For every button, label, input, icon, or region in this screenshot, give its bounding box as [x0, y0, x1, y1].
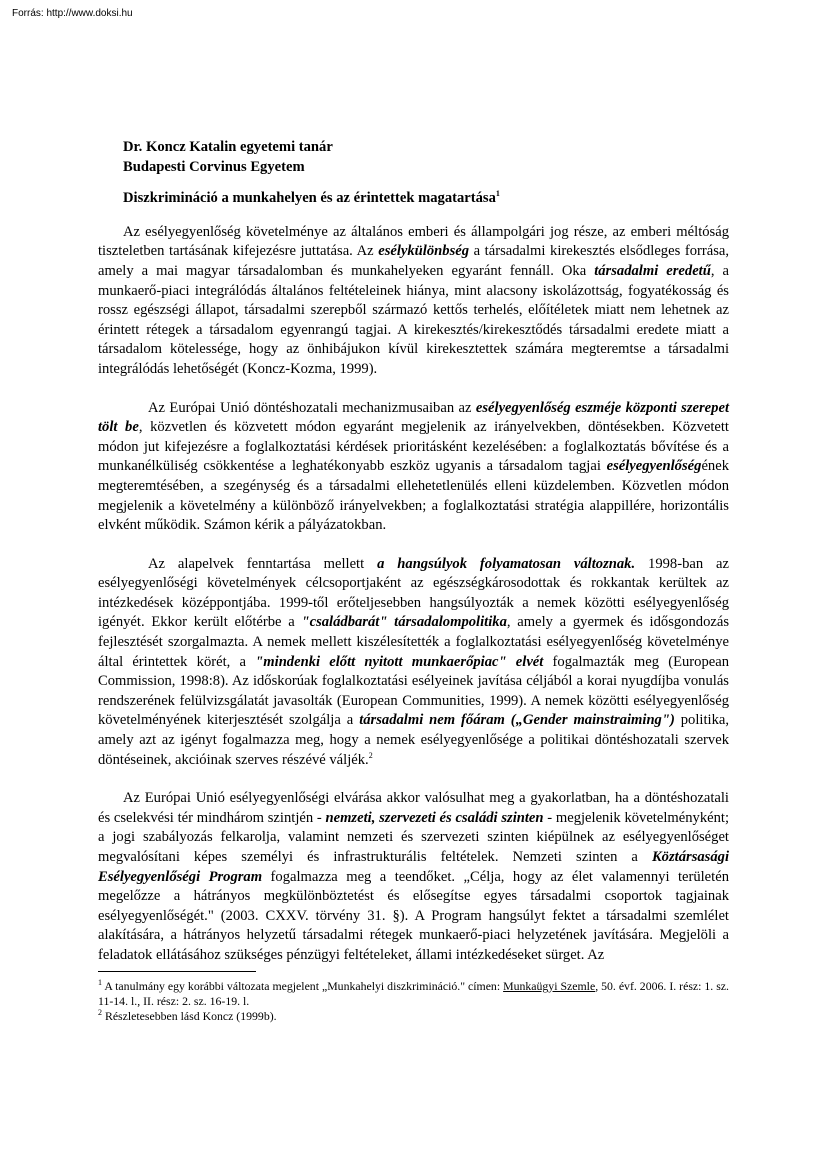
footnote-2-text: Részletesebben lásd Koncz (1999b). [102, 1008, 277, 1023]
footnote-divider [98, 971, 256, 972]
p3-emphasis-h: társadalmi nem főáram („Gender mainstraiming") [359, 712, 675, 729]
p2-emphasis-d: esélyegyenlőség [606, 458, 702, 475]
footnote-1-text-b: , 50. évf. 2006. I. rész: 1. sz. 11-14. l., II. rész: 2. sz. 16-19. l. [98, 978, 729, 1008]
p2-text-c: , közvetlen és közvetett módon egyaránt megjelenik az irányelvekben, döntésekben. Közvetett módon jut kifejezésre a foglalkoztatási kérdések prioritásként kezelésében: a foglalkoztatás bővítése és a munkanélküliség csökkentése a leghatékonyabb eszköz ugyanis a társadalom tagjai [98, 419, 729, 475]
paragraph-1 [98, 223, 729, 380]
footnote-ref-1: 1 [495, 189, 500, 199]
author-name: Dr. Koncz Katalin egyetemi tanár [123, 139, 333, 155]
p3-emphasis-f: "mindenki előtt nyitott munkaerőpiac" elvét [255, 653, 544, 670]
footnote-2 [98, 1009, 729, 1024]
source-url: Forrás: http://www.doksi.hu [12, 8, 133, 19]
p4-emphasis-d: Köztársasági Esélyegyenlőségi Program [98, 849, 729, 885]
p3-text-c: 1998-ban az esélyegyenlőségi követelmények célcsoportjaként az egészségkárosodottak és rokkantak kerültek az intézkedések középpontjába. 1999-től erőteljesebben hangsúlyozták a nemek közötti esélyegyenlőség igényét. Ekkor került előtérbe a [98, 555, 729, 631]
footnote-2-number: 2 [98, 1007, 102, 1017]
p4-emphasis-b: nemzeti, szervezeti és családi szinten [325, 809, 544, 826]
footnote-ref-2: 2 [368, 750, 373, 760]
p3-text-e: , amely a gyermek és idősgondozás fejlesztését szorgalmazta. A nemek mellett kiszélesítették a foglalkoztatási esélyegyenlőség követelménye által érintettek körét, a [98, 614, 730, 670]
p3-emphasis-d: "családbarát" társadalompolitika [301, 614, 507, 631]
document-page [98, 138, 729, 1024]
p1-emphasis-d: társadalmi eredetű [594, 262, 711, 279]
paragraph-4 [98, 789, 729, 965]
footnote-1-number: 1 [98, 977, 102, 987]
p3-text-a: Az alapelvek fenntartása mellett [148, 555, 378, 572]
footnote-1-journal: Munkaügyi Szemle [503, 978, 596, 993]
p4-text-c: - megjelenik követelményként; a jogi szabályozás felkarolja, valamint nemzeti és szervezeti szinten kiépülnek az esélyegyenlőséget megvalósítani képes személyi és infrastrukturális feltételek. Nemzeti szinten a [98, 809, 729, 865]
p1-text-c: a társadalmi kirekesztés elsődleges forrása, amely a mai magyar társadalomban és munkahelyeken egyaránt fennáll. Oka [98, 243, 729, 279]
footnote-1-text-a: A tanulmány egy korábbi változata megjelent „Munkahelyi diszkrimináció." címen: [102, 978, 504, 993]
title-text: Diszkrimináció a munkahelyen és az érintettek magatartása [123, 190, 496, 207]
footnotes [98, 979, 729, 1024]
p4-text-a: Az Európai Unió esélyegyenlőségi elvárása akkor valósulhat meg a gyakorlatban, ha a döntéshozatali és cselekvési tér mindhárom szintjén - [98, 790, 729, 826]
p1-text-e: , a munkaerő-piaci integrálódás általános feltételeinek hiánya, mint alacsony iskolázottság, fogyatékosság és rossz egészségi állapot, társadalmi szerepből származó kettős terhelés, előítéletek miatt nem lehetnek az érintett rétegek a társadalom egyenrangú tagjai. A kirekesztés/kirekesztődés társadalmi eredete miatt a társadalom kötelessége, hogy az önhibájukon kívül kirekesztettek számára megteremtse a társadalmi integrálódás lehetőségét (Koncz-Kozma, 1999). [98, 262, 729, 377]
p2-text-e: ének megteremtésében, a szegénység és a társadalmi ellehetetlenülés elleni küzdelemben. Közvetlen módon megjelenik a követelmény a különböző irányelvekben; a foglalkoztatási stratégia alappillére, horizontális elvként működik. Számon kérik a pályázatokban. [98, 458, 729, 534]
p2-emphasis-b: esélyegyenlőség eszméje központi szerepet tölt be [98, 399, 729, 436]
author-institution: Budapesti Corvinus Egyetem [123, 158, 305, 175]
p1-text-a: Az esélyegyenlőség követelménye az általános emberi és állampolgári jog része, az emberi méltóság tiszteletben tartásának kifejezésre juttatása. Az [98, 223, 729, 260]
p3-text-g: fogalmazták meg (European Commission, 1998:8). Az időskorúak foglalkoztatási esélyeinek javítása céljából a korai nyugdíjba vonulás rendszerének felülvizsgálatát javasolták (European Communities, 1999). A nemek közötti esélyegyenlőség követelményének kiterjesztését szolgálja a [98, 653, 729, 729]
paragraph-2 [98, 399, 729, 536]
p3-text-i: politika, amely azt az igényt fogalmazza meg, hogy a nemek esélyegyenlősége a politikai döntéshozatali szervek döntéseinek, akcióinak szerves részévé váljék. [98, 712, 729, 768]
document-title [123, 189, 729, 209]
p3-emphasis-b: a hangsúlyok folyamatosan változnak. [377, 555, 636, 572]
p2-text-a: Az Európai Unió döntéshozatali mechanizmusaiban az [148, 399, 476, 416]
p1-emphasis-b: esélykülönbség [378, 243, 470, 260]
footnote-1 [98, 979, 729, 1009]
p4-text-e: fogalmazza meg a teendőket. „Célja, hogy az élet valamennyi területén megelőzze a hátrányos megkülönböztetést és elősegítse egyes társadalmi csoportok tagjainak esélyegyenlőségét." (2003. CXXV. törvény 31. §). A Program hangsúlyt fektet a társadalmi szemlélet alakítására, a hátrányos helyzetű társadalmi rétegek munkaerő-piaci helyzetének javítására. Megjelöli a feladatok ellátásához szükséges pénzügyi feltételeket, állami intézkedéseket sürget. Az [98, 868, 729, 963]
paragraph-3 [98, 555, 729, 771]
